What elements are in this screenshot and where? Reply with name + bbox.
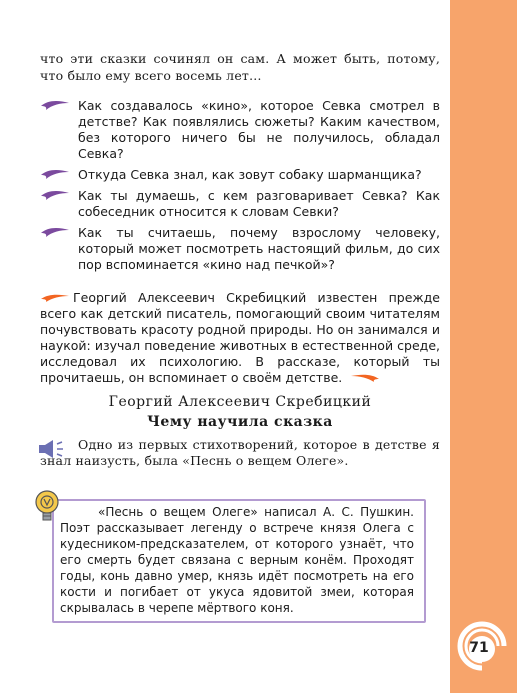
question-text: Как ты считаешь, почему взрослому человеку, который может посмотреть настоящий фильм, до сих пор вспоминается «кино над печкой»? — [78, 225, 440, 272]
purple-feather-marker-icon — [40, 99, 70, 111]
purple-feather-marker-icon — [40, 168, 70, 180]
question-text: Как ты думаешь, с кем разговаривает Севка? Как собеседник относится к словам Севки? — [78, 188, 440, 219]
lightbulb-icon — [34, 490, 60, 524]
list-item — [40, 188, 440, 220]
orange-feather-marker-icon — [350, 373, 380, 383]
orange-feather-marker-icon — [40, 293, 70, 303]
story-author: Георгий Алексеевич Скребицкий — [108, 394, 372, 410]
author-bio — [40, 290, 440, 386]
story-title: Чему научила сказка — [147, 414, 333, 430]
intro-paragraph: что эти сказки сочинял он сам. А может быть, потому, что было ему всего восемь лет… — [40, 51, 440, 83]
question-text: Откуда Севка знал, как зовут собаку шарманщика? — [78, 167, 422, 182]
purple-feather-marker-icon — [40, 226, 70, 238]
list-item — [40, 98, 440, 162]
list-item — [40, 225, 440, 273]
note-text: «Песнь о вещем Олеге» написал А. С. Пушкин. Поэт рассказывает легенду о встрече князя Олега с кудесником-предсказателем, от которого узнаёт, что его смерть будет связана с верным конём. Проходят годы, конь давно умер, князь идёт посмотреть на его кости и погибает от укуса ядовитой змеи, которая скрывалась в черепе мёртвого коня. — [60, 505, 414, 615]
page-number: 71 — [469, 640, 489, 656]
list-item — [40, 167, 440, 183]
purple-feather-marker-icon — [40, 189, 70, 201]
page-edge-band — [450, 0, 517, 693]
story-first-paragraph: Одно из первых стихотворений, которое в детстве я знал наизусть, была «Песнь о вещем Олеге». — [40, 437, 440, 468]
author-bio-text: Георгий Алексеевич Скребицкий известен прежде всего как детский писатель, помогающий своим читателям почувствовать красоту родной природы. Но он занимался и наукой: изучал поведение животных в естественной среде, исследовал их психологию. В рассказе, который ты прочитаешь, он вспоминает о своём детстве. — [40, 290, 440, 385]
question-list — [40, 98, 440, 278]
question-text: Как создавалось «кино», которое Севка смотрел в детстве? Как появлялись сюжеты? Каким качеством, без которого ничего бы не получилось, обладал Севка? — [78, 98, 440, 161]
